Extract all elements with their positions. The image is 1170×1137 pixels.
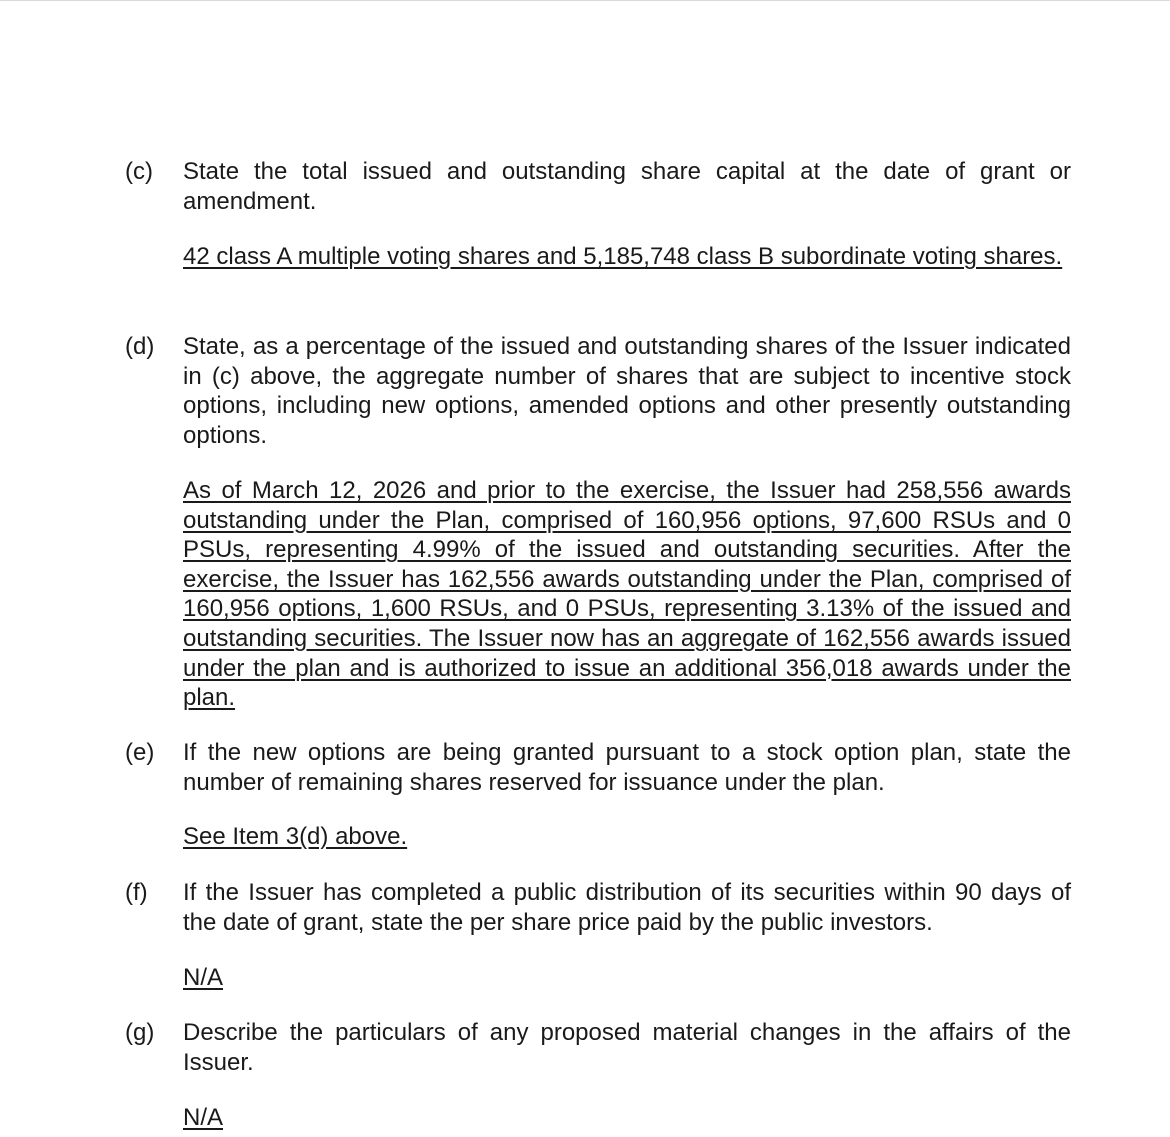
item-c-question: State the total issued and outstanding share capital at the date of grant or amendment. xyxy=(183,158,1071,215)
item-g-question: Describe the particulars of any proposed material changes in the affairs of the Issuer. xyxy=(183,1019,1071,1076)
item-f-answer: N/A xyxy=(183,964,224,991)
item-e-label: (e) xyxy=(125,739,155,766)
item-g-answer: N/A xyxy=(183,1104,224,1131)
item-c-label: (c) xyxy=(125,158,153,185)
item-f-label: (f) xyxy=(125,879,148,906)
item-d-label: (d) xyxy=(125,333,155,360)
item-d-question: State, as a percentage of the issued and outstanding shares of the Issuer indicated in (c) above, the aggregate number of shares that are subject to incentive stock options, including new options, amended options and other presently outstanding options. xyxy=(183,333,1071,449)
item-g-label: (g) xyxy=(125,1019,155,1046)
item-e-question: If the new options are being granted pursuant to a stock option plan, state the number of remaining shares reserved for issuance under the plan. xyxy=(183,739,1071,796)
item-c-answer: 42 class A multiple voting shares and 5,185,748 class B subordinate voting shares. xyxy=(183,243,1063,270)
top-border xyxy=(0,0,1170,1)
item-e-answer: See Item 3(d) above. xyxy=(183,823,408,850)
item-f-question: If the Issuer has completed a public distribution of its securities within 90 days of the date of grant, state the per share price paid by the public investors. xyxy=(183,879,1071,936)
item-d-answer: As of March 12, 2026 and prior to the exercise, the Issuer had 258,556 awards outstanding under the Plan, comprised of 160,956 options, 97,600 RSUs and 0 PSUs, representing 4.99% of the issued and outstanding securities. After the exercise, the Issuer has 162,556 awards outstanding under the Plan, comprised of 160,956 options, 1,600 RSUs, and 0 PSUs, representing 3.13% of the issued and outstanding securities. The Issuer now has an aggregate of 162,556 awards issued under the plan and is authorized to issue an additional 356,018 awards under the plan. xyxy=(183,477,1071,712)
